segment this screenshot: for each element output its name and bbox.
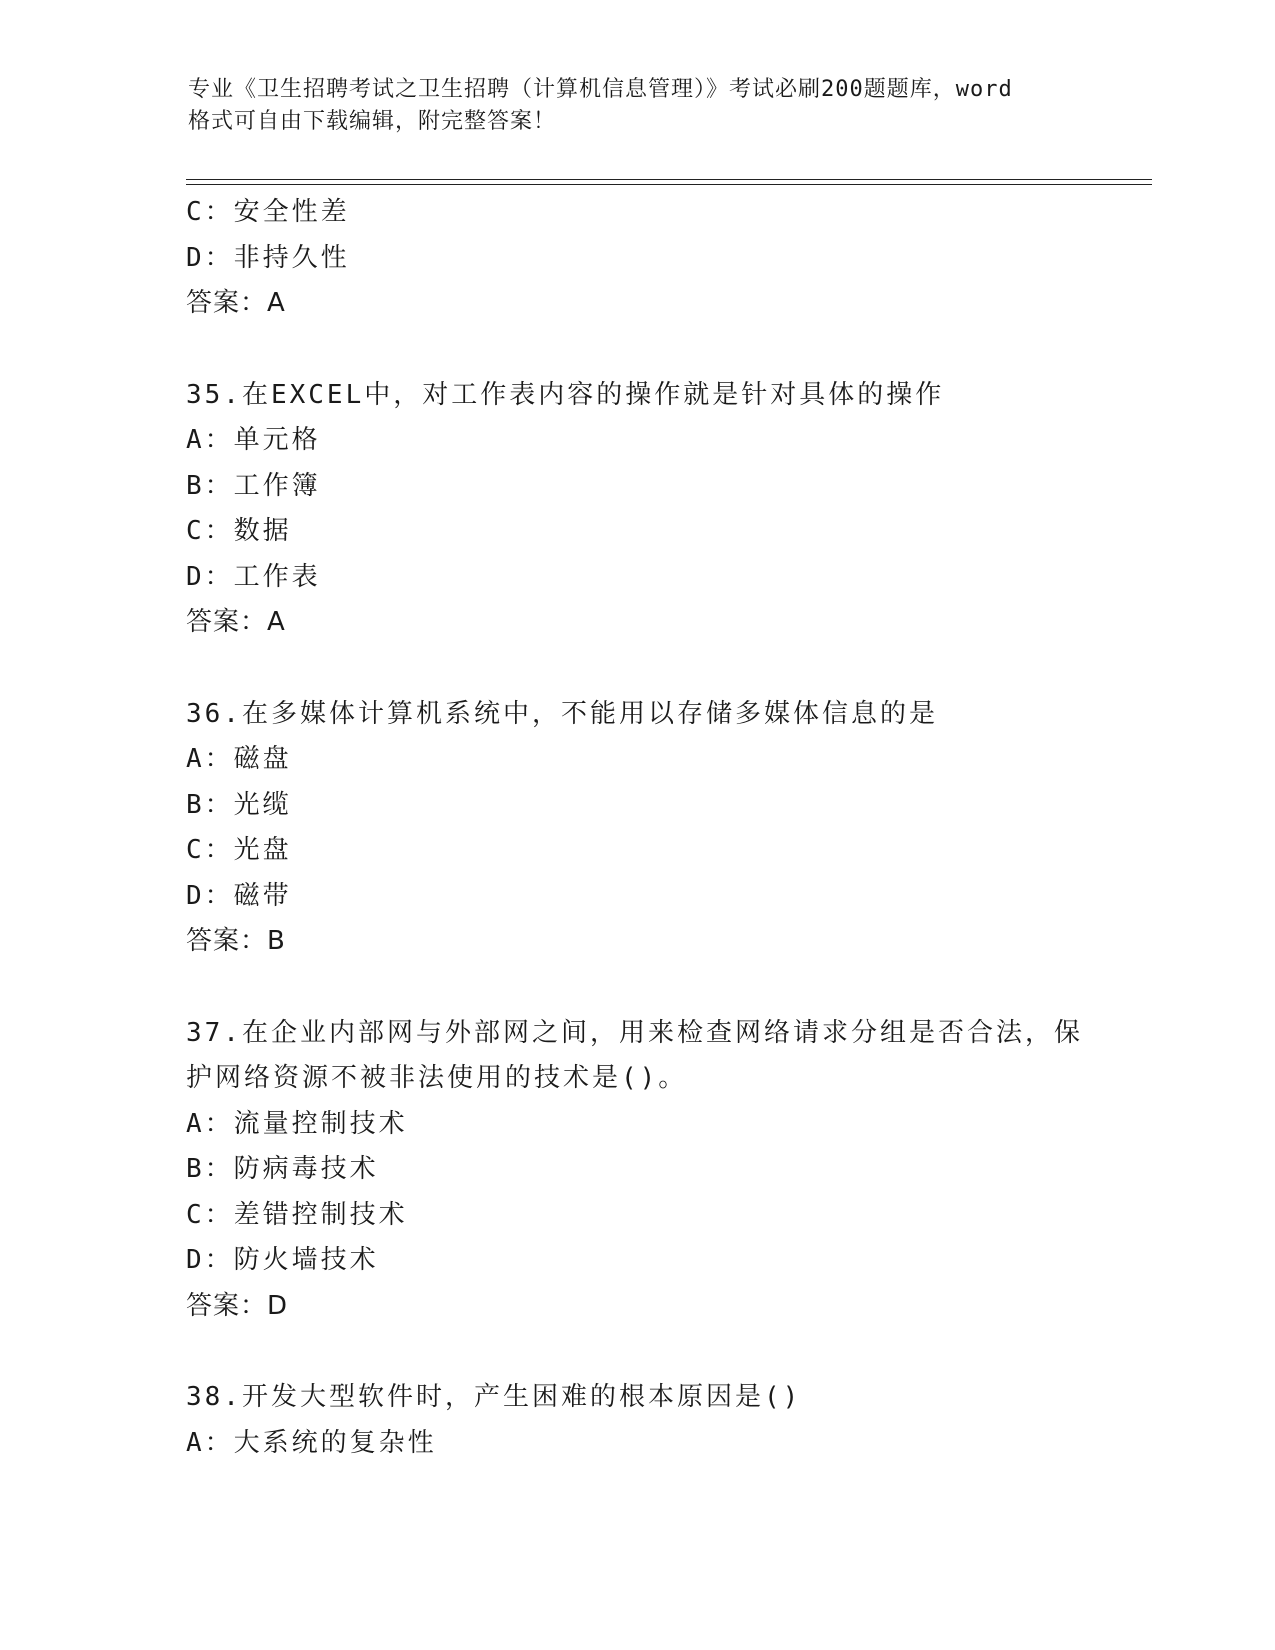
question-stem-line-1: 37.在企业内部网与外部网之间，用来检查网络请求分组是否合法，保 <box>186 1017 1083 1048</box>
question-block-37 <box>186 1011 1086 1330</box>
header-divider-top <box>186 179 1152 180</box>
header-divider-bottom <box>186 184 1152 185</box>
document-header <box>188 74 1088 138</box>
option-d: D：非持久性 <box>186 242 350 273</box>
question-stem-line-2: 护网络资源不被非法使用的技术是()。 <box>186 1063 688 1093</box>
option-c: C：差错控制技术 <box>186 1199 408 1230</box>
option-c: C：安全性差 <box>186 197 350 227</box>
question-block-35 <box>186 373 1086 646</box>
option-b: B：光缆 <box>186 789 292 820</box>
option-d: D：防火墙技术 <box>186 1245 379 1275</box>
option-c: C：数据 <box>186 516 292 546</box>
question-block-34 <box>186 190 1086 327</box>
question-stem: 36.在多媒体计算机系统中，不能用以存储多媒体信息的是 <box>186 698 938 729</box>
option-b: B：工作簿 <box>186 470 321 501</box>
answer-label: 答案：A <box>186 288 286 318</box>
option-a: A：磁盘 <box>186 744 292 774</box>
option-b: B：防病毒技术 <box>186 1154 379 1184</box>
option-d: D：工作表 <box>186 561 321 592</box>
answer-label: 答案：D <box>186 1290 289 1321</box>
option-d: D：磁带 <box>186 880 292 911</box>
header-line-2: 格式可自由下载编辑，附完整答案！ <box>188 109 557 134</box>
question-list <box>186 190 1086 1466</box>
header-line-1: 专业《卫生招聘考试之卫生招聘（计算机信息管理）》考试必刷200题题库，word <box>188 77 1013 102</box>
option-c: C：光盘 <box>186 835 292 865</box>
question-block-38 <box>186 1375 1086 1466</box>
option-a: A：大系统的复杂性 <box>186 1427 437 1458</box>
question-stem: 38.开发大型软件时，产生困难的根本原因是() <box>186 1382 802 1412</box>
option-a: A：流量控制技术 <box>186 1108 408 1139</box>
question-block-36 <box>186 692 1086 965</box>
answer-label: 答案：A <box>186 607 286 637</box>
answer-label: 答案：B <box>186 926 286 956</box>
option-a: A：单元格 <box>186 425 321 455</box>
question-stem: 35.在EXCEL中，对工作表内容的操作就是针对具体的操作 <box>186 379 945 410</box>
